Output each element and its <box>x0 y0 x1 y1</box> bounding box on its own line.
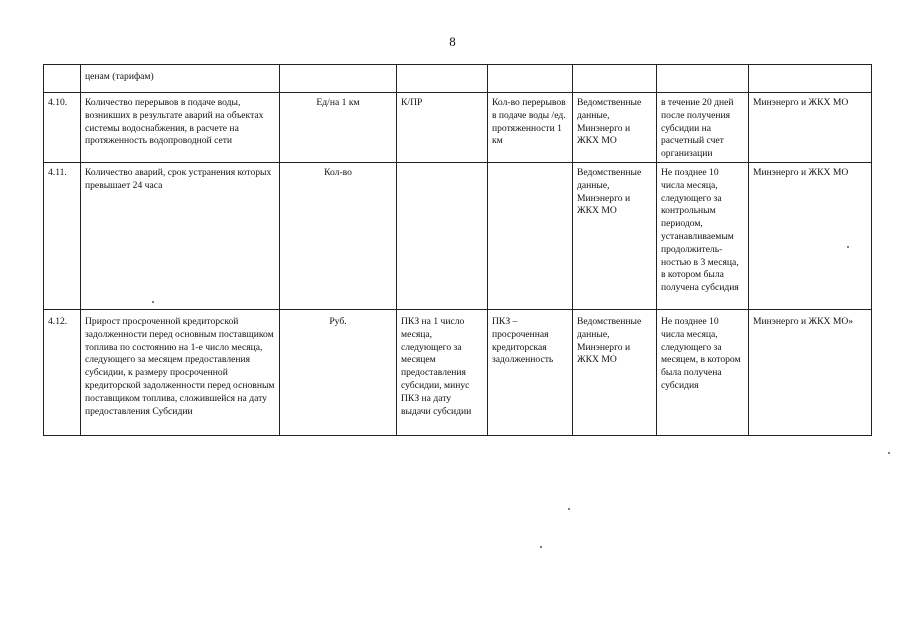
formula-cell <box>397 65 488 93</box>
scan-speck <box>847 246 849 248</box>
table-row <box>44 65 872 93</box>
responsible-cell: Минэнерго и ЖКХ МО <box>749 162 872 309</box>
deadline-cell: в течение 20 дней после получения субсидии на расчетный счет организации <box>657 93 749 163</box>
scan-speck <box>568 508 570 510</box>
source-cell: Ведомственные данные, Минэнерго и ЖКХ МО <box>573 162 657 309</box>
source-cell <box>573 65 657 93</box>
row-number-cell <box>44 65 81 93</box>
indicator-cell: ценам (тарифам) <box>81 65 280 93</box>
unit-cell: Ед/на 1 км <box>280 93 397 163</box>
formula-cell: ПКЗ на 1 число месяца, следующего за месяцем предоставления субсидии, минус ПКЗ на дату выдачи субсидии <box>397 309 488 435</box>
indicator-cell: Количество перерывов в подаче воды, возникших в результате аварий на объектах системы водоснабжения, в расчете на протяженность водопроводной сети <box>81 93 280 163</box>
row-number-cell: 4.10. <box>44 93 81 163</box>
description-cell: Кол-во перерывов в подаче воды /ед. протяженности 1 км <box>488 93 573 163</box>
table-row <box>44 93 872 163</box>
responsible-cell: Минэнерго и ЖКХ МО <box>749 93 872 163</box>
formula-cell: К/ПР <box>397 93 488 163</box>
formula-cell <box>397 162 488 309</box>
indicators-table <box>43 64 872 436</box>
deadline-cell: Не позднее 10 числа месяца, следующего за контрольным периодом, устанавливаемым продолжитель-ностью в 3 месяца, в котором была получена субсидия <box>657 162 749 309</box>
scan-speck <box>540 546 542 548</box>
description-cell <box>488 65 573 93</box>
scan-speck <box>888 452 890 454</box>
source-cell: Ведомственные данные, Минэнерго и ЖКХ МО <box>573 309 657 435</box>
description-cell: ПКЗ – просроченная кредиторская задолженность <box>488 309 573 435</box>
responsible-cell: Минэнерго и ЖКХ МО» <box>749 309 872 435</box>
source-cell: Ведомственные данные, Минэнерго и ЖКХ МО <box>573 93 657 163</box>
scan-speck <box>152 301 154 303</box>
page-number: 8 <box>449 34 456 49</box>
row-number-cell: 4.11. <box>44 162 81 309</box>
deadline-cell: Не позднее 10 числа месяца, следующего за месяцем, в котором была получена субсидия <box>657 309 749 435</box>
unit-cell: Кол-во <box>280 162 397 309</box>
deadline-cell <box>657 65 749 93</box>
row-number-cell: 4.12. <box>44 309 81 435</box>
indicator-cell: Прирост просроченной кредиторской задолженности перед основным поставщиком топлива по состоянию на 1-е число месяца, следующего за месяцем предоставления субсидии, к размеру просроченной кредиторской задолженности перед основным поставщиком топлива, сложившейся на дату предоставления Субсидии <box>81 309 280 435</box>
table-row <box>44 309 872 435</box>
responsible-cell <box>749 65 872 93</box>
unit-cell <box>280 65 397 93</box>
description-cell <box>488 162 573 309</box>
unit-cell: Руб. <box>280 309 397 435</box>
table-row <box>44 162 872 309</box>
indicator-cell: Количество аварий, срок устранения которых превышает 24 часа <box>81 162 280 309</box>
